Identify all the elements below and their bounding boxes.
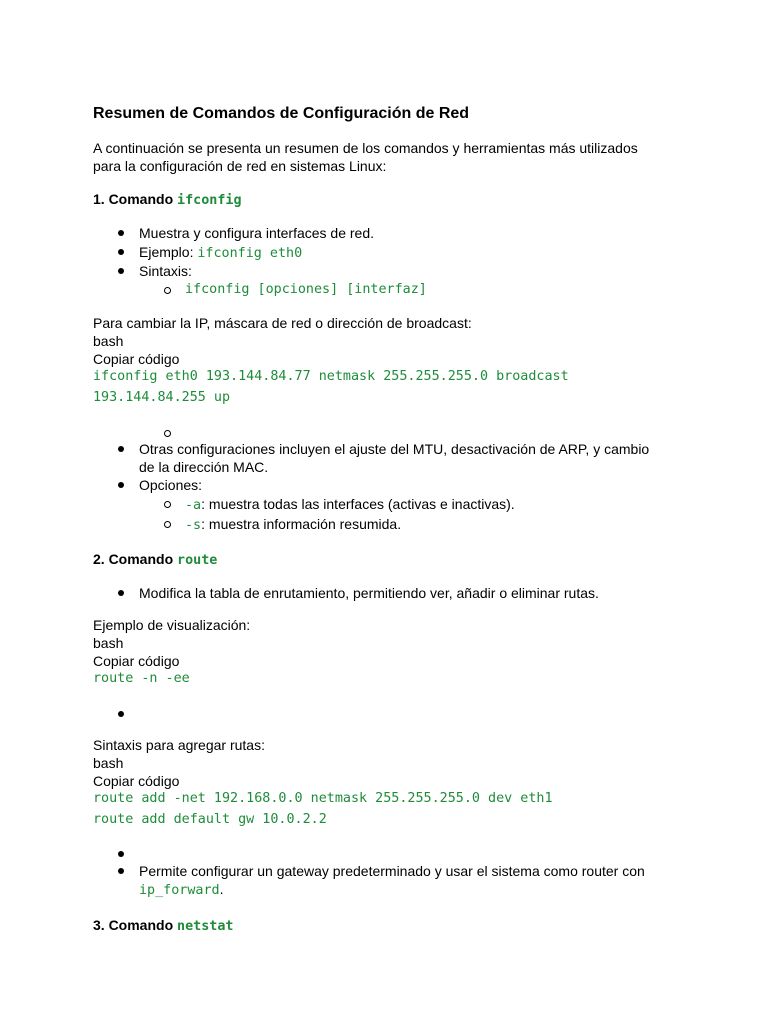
sub-list-item: [185, 495, 515, 515]
code-language-label: bash: [93, 635, 124, 651]
section-heading-command: ifconfig: [177, 193, 242, 208]
inline-code: -a: [185, 498, 202, 513]
inline-code: ifconfig eth0: [197, 246, 303, 261]
bullet-marker: [116, 476, 126, 494]
bullet-marker-empty: [116, 845, 126, 863]
paragraph: Ejemplo de visualización:: [93, 617, 251, 633]
sub-bullet-marker: [162, 495, 172, 513]
list-item: Modifica la tabla de enrutamiento, permitiendo ver, añadir o eliminar rutas.: [139, 585, 599, 601]
list-item: Opciones:: [139, 477, 203, 493]
copy-code-button[interactable]: Copiar código: [93, 653, 180, 669]
bullet-marker: [116, 440, 126, 458]
paragraph: Sintaxis para agregar rutas:: [93, 737, 265, 753]
inline-code: ip_forward: [139, 883, 220, 898]
code-language-label: bash: [93, 333, 124, 349]
list-item: Muestra y configura interfaces de red.: [139, 225, 375, 241]
section-heading-command: route: [177, 553, 218, 568]
intro-line-1: A continuación se presenta un resumen de los comandos y herramientas más utilizados: [93, 140, 638, 156]
section-heading-command: netstat: [177, 919, 234, 934]
sub-bullet-marker: [162, 281, 172, 299]
list-item: Permite configurar un gateway predeterminado y usar el sistema como router con: [139, 863, 645, 879]
sub-list-item: [185, 515, 401, 535]
list-item-continuation: [139, 880, 224, 900]
paragraph: Para cambiar la IP, máscara de red o dirección de broadcast:: [93, 315, 472, 331]
sub-list-item-text: : muestra todas las interfaces (activas e inactivas).: [201, 496, 515, 512]
sub-list-item-code: ifconfig [opciones] [interfaz]: [185, 282, 427, 297]
copy-code-button[interactable]: Copiar código: [93, 351, 180, 367]
bullet-marker: [116, 584, 126, 602]
list-item-text: Ejemplo:: [139, 244, 198, 260]
section-heading-ifconfig: [93, 190, 242, 210]
bullet-marker: [116, 862, 126, 880]
section-heading-prefix: 3. Comando: [93, 917, 178, 933]
section-heading-route: [93, 550, 217, 570]
list-item: Otras configuraciones incluyen el ajuste del MTU, desactivación de ARP, y cambio: [139, 441, 650, 457]
sub-bullet-marker: [162, 515, 172, 533]
list-item-text: .: [219, 881, 224, 897]
section-heading-prefix: 2. Comando: [93, 551, 178, 567]
bullet-marker-empty: [116, 705, 126, 723]
code-line: route add -net 192.168.0.0 netmask 255.255.255.0 dev eth1: [93, 791, 553, 806]
copy-code-button[interactable]: Copiar código: [93, 773, 180, 789]
section-heading-prefix: 1. Comando: [93, 191, 178, 207]
list-item-continuation: de la dirección MAC.: [139, 459, 269, 475]
section-heading-netstat: [93, 916, 233, 936]
code-line: route -n -ee: [93, 671, 190, 686]
list-item: Sintaxis:: [139, 263, 192, 279]
bullet-marker: [116, 224, 126, 242]
bullet-marker: [116, 262, 126, 280]
bullet-marker: [116, 243, 126, 261]
code-line: route add default gw 10.0.2.2: [93, 812, 327, 827]
code-line: ifconfig eth0 193.144.84.77 netmask 255.255.255.0 broadcast: [93, 369, 569, 384]
list-item: [139, 243, 302, 263]
code-language-label: bash: [93, 755, 124, 771]
page-title: Resumen de Comandos de Configuración de Red: [93, 105, 470, 122]
inline-code: -s: [185, 518, 202, 533]
code-line: 193.144.84.255 up: [93, 390, 231, 405]
sub-list-item-text: : muestra información resumida.: [201, 516, 402, 532]
intro-line-2: para la configuración de red en sistemas Linux:: [93, 158, 387, 174]
